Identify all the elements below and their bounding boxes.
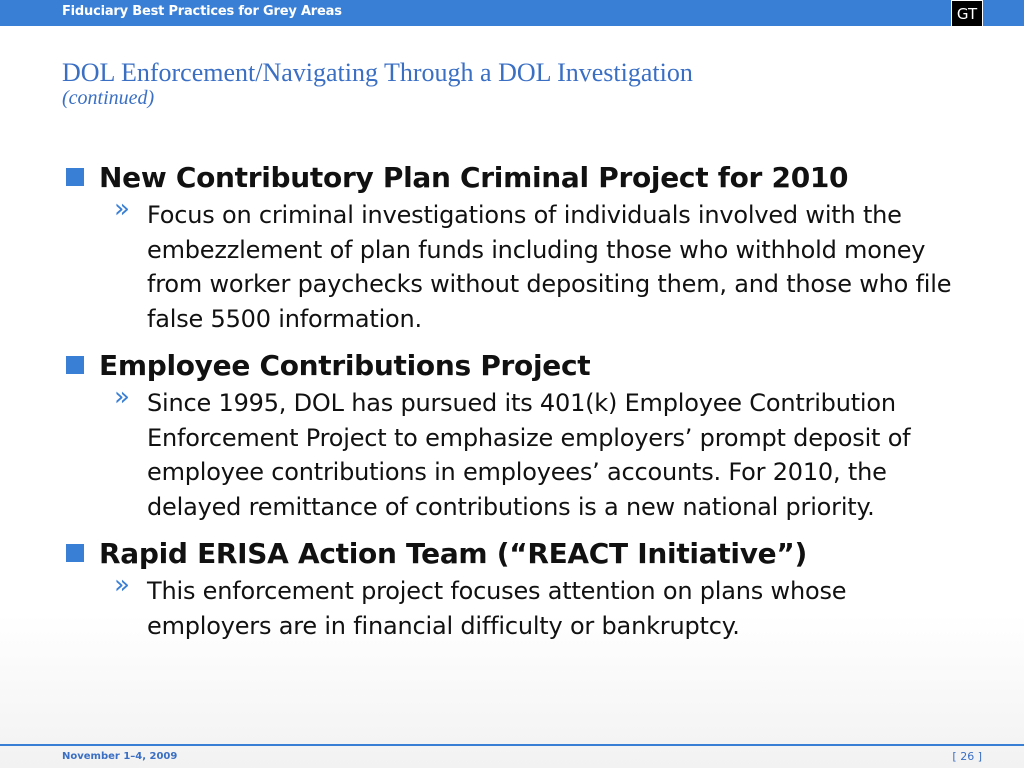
- section-heading: Rapid ERISA Action Team (“REACT Initiative”): [99, 537, 807, 570]
- double-chevron-icon: »: [114, 382, 130, 412]
- header-title: Fiduciary Best Practices for Grey Areas: [62, 4, 342, 19]
- slide-title-main: DOL Enforcement/Navigating Through a DOL Investigation: [62, 58, 693, 87]
- square-bullet-icon: [66, 168, 84, 186]
- square-bullet-icon: [66, 544, 84, 562]
- double-chevron-icon: »: [114, 194, 130, 224]
- section-text: This enforcement project focuses attention on plans whose employers are in financial difficulty or bankruptcy.: [147, 577, 847, 640]
- header-bar: [0, 0, 1024, 26]
- section-react-initiative: [66, 536, 986, 643]
- section-criminal-project: [66, 160, 986, 336]
- section-heading: New Contributory Plan Criminal Project for 2010: [99, 161, 849, 194]
- square-bullet-icon: [66, 356, 84, 374]
- slide-title: [62, 58, 962, 108]
- section-text: Focus on criminal investigations of individuals involved with the embezzlement of plan funds including those who withhold money from worker paychecks without depositing them, and those who file false 5500 information.: [147, 201, 952, 333]
- section-employee-contributions: [66, 348, 986, 524]
- gt-logo: GT: [951, 0, 983, 27]
- double-chevron-icon: »: [114, 570, 130, 600]
- footer-date: November 1–4, 2009: [62, 751, 178, 762]
- content-area: [66, 160, 986, 655]
- footer-divider: [0, 744, 1024, 746]
- section-text: Since 1995, DOL has pursued its 401(k) Employee Contribution Enforcement Project to emphasize employers’ prompt deposit of employee contributions in employees’ accounts. For 2010, the delayed remittance of contributions is a new national priority.: [147, 389, 911, 521]
- section-heading: Employee Contributions Project: [99, 349, 591, 382]
- slide-title-sub: (continued): [62, 87, 155, 109]
- page-number: [ 26 ]: [952, 750, 982, 763]
